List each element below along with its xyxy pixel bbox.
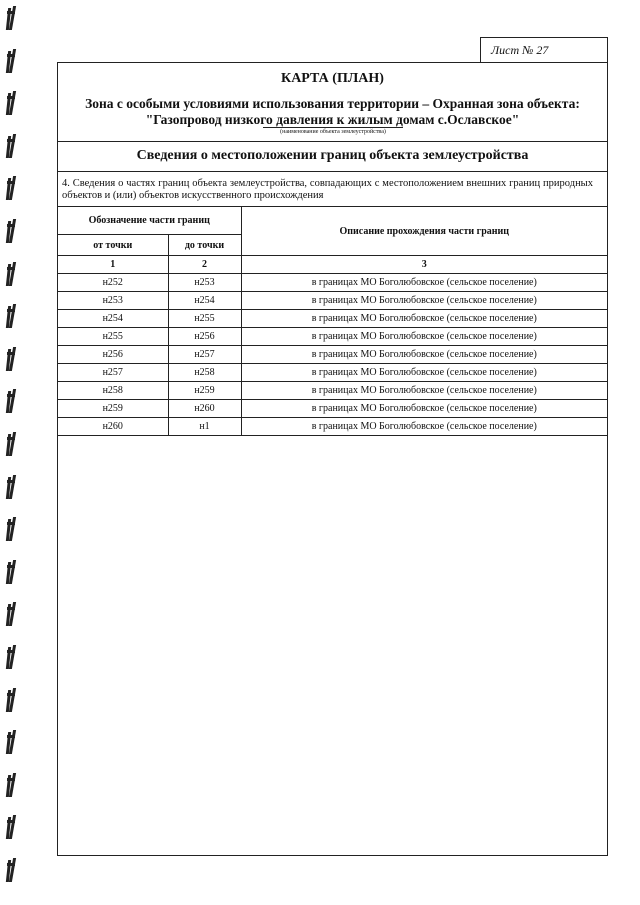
binding-mark [6,517,16,543]
from-point-cell: н255 [58,328,168,346]
from-point-cell: н259 [58,400,168,418]
document-frame [57,62,608,856]
binding-mark [6,858,16,884]
from-point-header: от точки [58,235,168,256]
zone-title: Зона с особыми условиями использования территории – Охранная зона объекта: [85,96,580,111]
description-cell: в границах МО Боголюбовское (сельское поселение) [241,418,607,436]
from-point-cell: н254 [58,310,168,328]
column-number: 3 [241,256,607,274]
binding-mark [6,815,16,841]
to-point-cell: н255 [168,310,241,328]
to-point-cell: н257 [168,346,241,364]
group-header: Обозначение части границ [58,207,241,235]
table-row [58,364,607,382]
table-row [58,346,607,364]
section-header: Сведения о местоположении границ объекта землеустройства [58,141,607,172]
binding-mark [6,773,16,799]
from-point-cell: н256 [58,346,168,364]
title-block [58,63,607,142]
description-cell: в границах МО Боголюбовское (сельское поселение) [241,274,607,292]
binding-mark [6,347,16,373]
binding-mark [6,49,16,75]
table-row [58,382,607,400]
binding-mark [6,475,16,501]
to-point-cell: н260 [168,400,241,418]
from-point-cell: н258 [58,382,168,400]
binding-mark [6,219,16,245]
table-row [58,310,607,328]
binding-mark [6,645,16,671]
from-point-cell: н257 [58,364,168,382]
description-cell: в границах МО Боголюбовское (сельское поселение) [241,400,607,418]
document-title: КАРТА (ПЛАН) [281,71,384,86]
to-point-cell: н1 [168,418,241,436]
object-name-caption: (наименование объекта землеустройства) [263,127,403,136]
from-point-cell: н253 [58,292,168,310]
to-point-cell: н256 [168,328,241,346]
from-point-cell: н252 [58,274,168,292]
binding-mark [6,134,16,160]
binding-mark [6,6,16,32]
description-cell: в границах МО Боголюбовское (сельское поселение) [241,364,607,382]
boundary-table [58,206,607,436]
to-point-cell: н254 [168,292,241,310]
table-row [58,292,607,310]
table-row [58,418,607,436]
description-cell: в границах МО Боголюбовское (сельское поселение) [241,346,607,364]
binding-mark [6,602,16,628]
binding-mark [6,389,16,415]
description-cell: в границах МО Боголюбовское (сельское поселение) [241,328,607,346]
binding-mark [6,262,16,288]
to-point-cell: н259 [168,382,241,400]
table-row [58,328,607,346]
column-number: 1 [58,256,168,274]
binding-mark [6,304,16,330]
binding-mark [6,560,16,586]
description-cell: в границах МО Боголюбовское (сельское поселение) [241,382,607,400]
to-point-cell: н258 [168,364,241,382]
object-name: "Газопровод низкого давления к жилым домам с.Ославское" [145,112,520,127]
binding-mark [6,91,16,117]
binding-holes [6,0,28,905]
description-header: Описание прохождения части границ [241,207,607,256]
to-point-header: до точки [168,235,241,256]
from-point-cell: н260 [58,418,168,436]
table-row [58,274,607,292]
to-point-cell: н253 [168,274,241,292]
description-cell: в границах МО Боголюбовское (сельское поселение) [241,310,607,328]
subsection-text: 4. Сведения о частях границ объекта землеустройства, совпадающих с местоположением внешних границ природных объектов и (или) объектов искусственного происхождения [62,178,593,201]
binding-mark [6,688,16,714]
sheet-number: Лист № 27 [480,37,608,63]
table-row [58,400,607,418]
column-number: 2 [168,256,241,274]
binding-mark [6,730,16,756]
binding-mark [6,176,16,202]
description-cell: в границах МО Боголюбовское (сельское поселение) [241,292,607,310]
binding-mark [6,432,16,458]
